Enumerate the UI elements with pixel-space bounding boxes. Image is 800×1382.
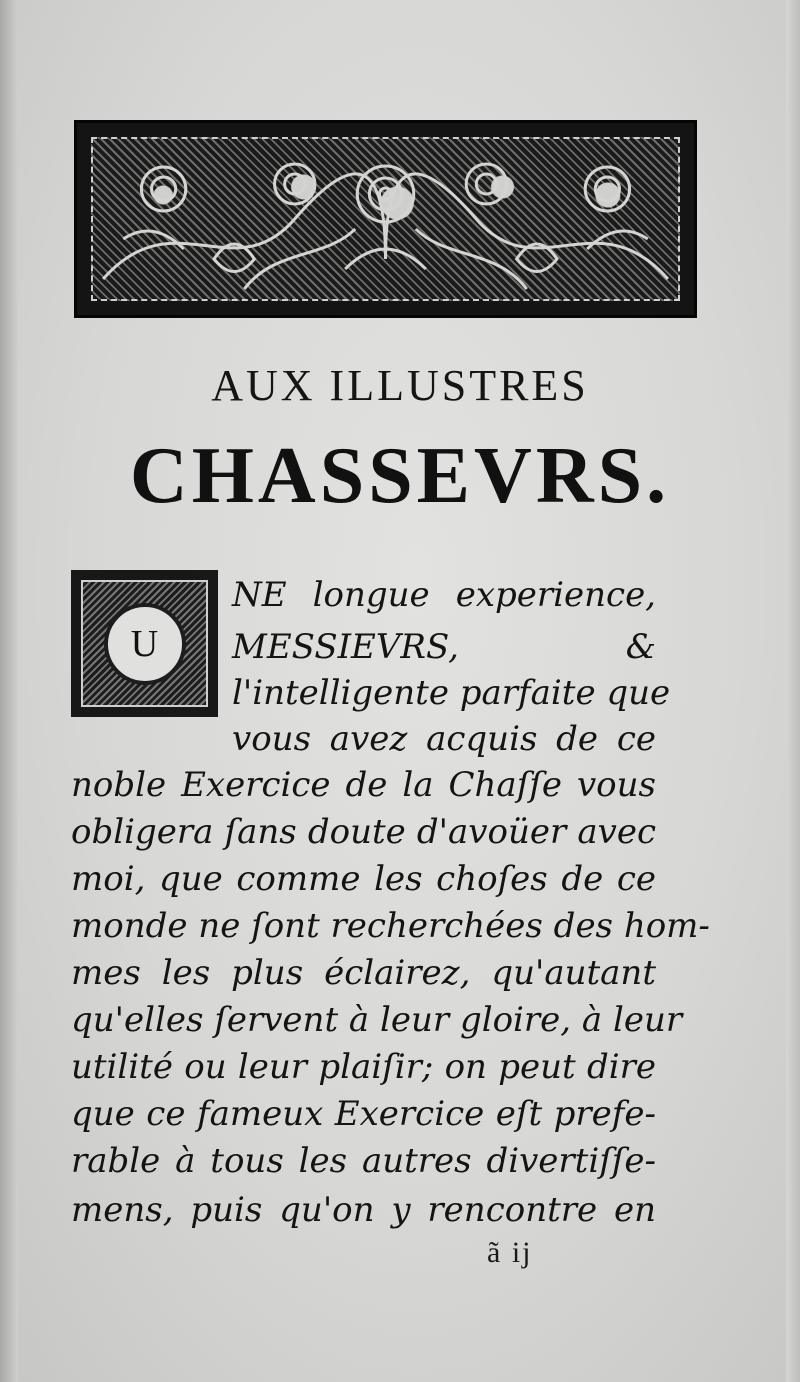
floral-icon <box>93 139 678 299</box>
body-line: MESSIEVRS, & <box>232 627 656 667</box>
body-line: qu'elles ſervent à leur gloire, à leur <box>71 1000 683 1040</box>
headpiece-pattern <box>91 137 680 301</box>
ornamental-initial <box>71 570 218 717</box>
body-line: noble Exercice de la Chaſſe vous <box>71 765 656 805</box>
initial-frame-ornament <box>81 580 208 707</box>
body-line: mens, puis qu'on y rencontre en <box>71 1190 656 1230</box>
body-line: monde ne ſont recherchées des hom- <box>71 906 710 946</box>
body-line: mes les plus éclairez, qu'autant <box>71 953 656 993</box>
body-line: NE longue experience, <box>232 575 656 615</box>
body-line: que ce fameux Exercice eſt prefe- <box>71 1094 656 1134</box>
body-line: rable à tous les autres divertiſſe- <box>71 1141 656 1181</box>
body-line: vous avez acquis de ce <box>232 719 656 759</box>
signature-mark: ã ij <box>487 1236 533 1269</box>
drop-cap-letter: U <box>104 603 186 685</box>
body-line: moi, que comme les choſes de ce <box>71 859 656 899</box>
body-line: obligera ſans doute d'avoüer avec <box>71 812 656 852</box>
heading-line-2: CHASSEVRS. <box>129 432 671 520</box>
body-line: utilité ou leur plaiſir; on peut dire <box>71 1047 656 1087</box>
body-line: l'intelligente parfaite que <box>232 673 671 713</box>
floral-headpiece-ornament <box>74 120 697 318</box>
heading-line-1: AUX ILLUSTRES <box>211 361 589 410</box>
